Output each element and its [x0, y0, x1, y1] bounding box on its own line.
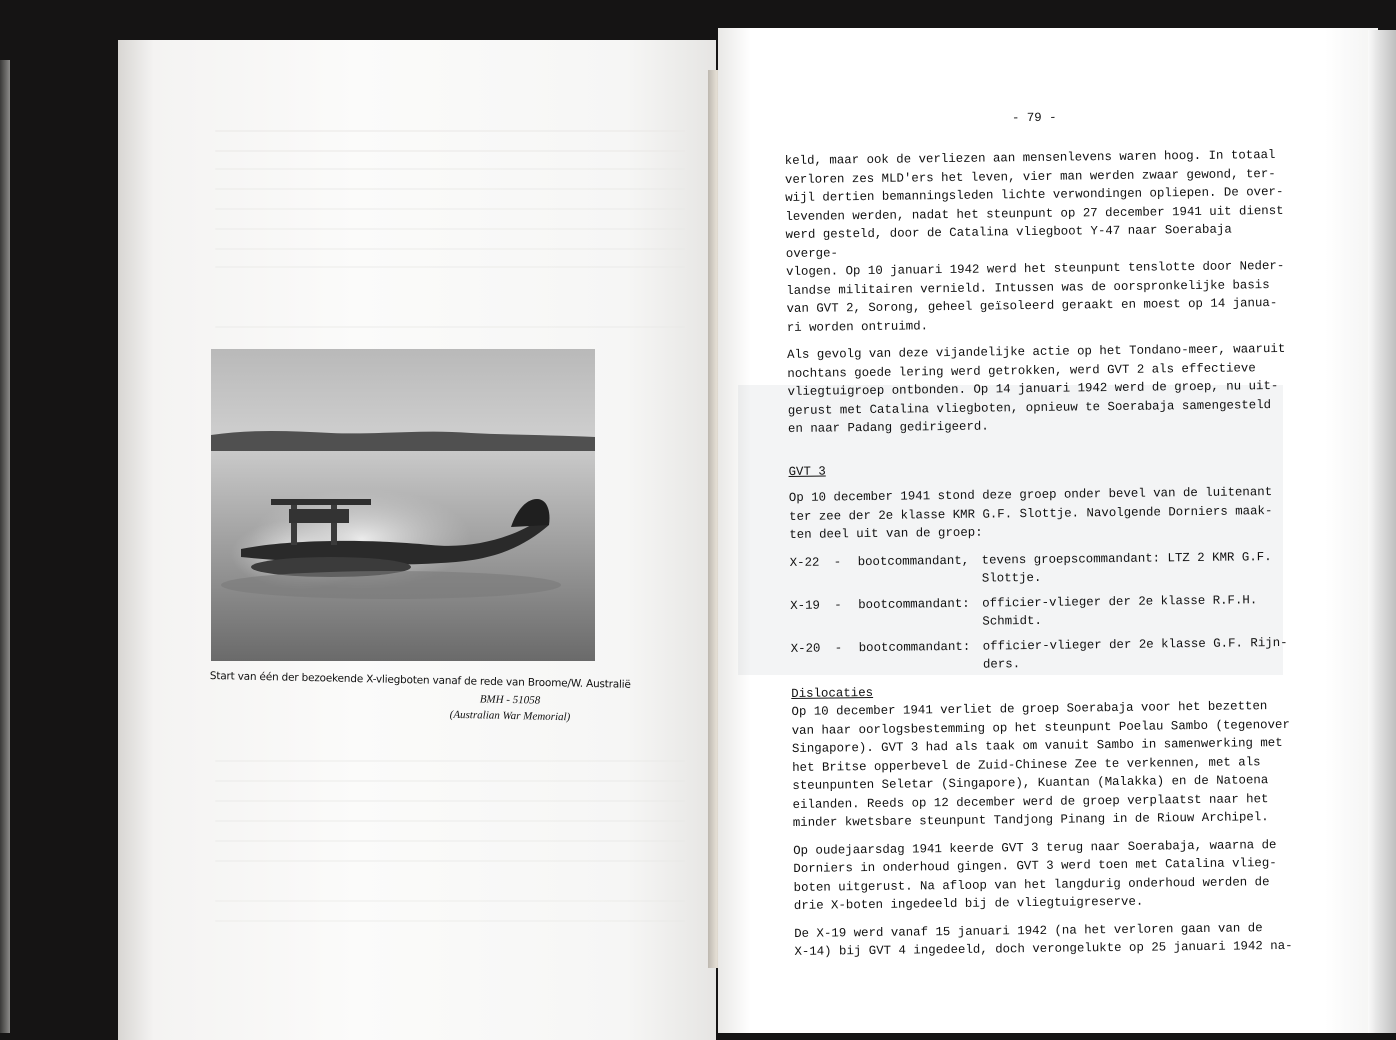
text-line: ter zee der 2e klasse KMR G.F. Slottje. Navolgende Dorniers maak- [789, 503, 1273, 524]
photo-reference: BMH - 51058 [479, 693, 541, 707]
crew-name: officier-vlieger der 2e klasse G.F. Rijn- [982, 635, 1288, 654]
text-line: levenden werden, nadat het steunpunt op 27 december 1941 uit dienst [785, 203, 1284, 224]
text-line: Op 10 december 1941 verliet de groep Soerabaja voor het bezetten [791, 699, 1268, 719]
text-line: en naar Padang gedirigeerd. [787, 419, 989, 436]
photo-caption: Start van één der bezoekende X-vliegboten vanaf de rede van Broome/W. Australië [209, 670, 631, 691]
section-heading: GVT 3 [788, 464, 826, 479]
text-line: Singapore). GVT 3 had als taak om vanuit Sambo in samenwerking met [791, 735, 1283, 756]
text-line: Op 10 december 1941 stond deze groep onder bevel van de luitenant [788, 485, 1273, 505]
text-line: ri worden ontruimd. [786, 318, 929, 335]
text-line: nochtans goede lering werd getrokken, werd GVT 2 als effectieve [787, 360, 1256, 381]
text-line: van haar oorlogsbestemming op het steunpunt Poelau Sambo (tegenover [791, 717, 1290, 738]
paragraph [787, 340, 1288, 439]
aircraft-code: X-22 [789, 555, 820, 570]
text-line: De X-19 werd vanaf 15 januari 1942 (na het verloren gaan van de [794, 920, 1263, 941]
crew-name-cont: Schmidt. [982, 613, 1042, 629]
text-line: van GVT 2, Sorong, geheel geïsoleerd geraakt en moest op 14 janua- [786, 295, 1278, 316]
paragraph [793, 835, 1294, 915]
text-line: eilanden. Reeds op 12 december werd de groep verplaatst naar het [792, 791, 1269, 812]
text-line: wijl dertien bemanningsleden lichte verwondingen opliepen. De over- [785, 184, 1284, 205]
page-number: - 79 - [1011, 110, 1057, 126]
crew-name: tevens groepscommandant: LTZ 2 KMR G.F. [981, 549, 1272, 568]
aircraft-code: X-19 [790, 598, 821, 613]
crew-name-cont: Slottje. [981, 570, 1042, 586]
crew-entry [791, 633, 1291, 676]
text-line: Op oudejaarsdag 1941 keerde GVT 3 terug naar Soerabaja, waarna de [793, 837, 1277, 858]
text-line: Als gevolg van deze vijandelijke actie op het Tondano-meer, waaruit [787, 341, 1286, 362]
crew-role: bootcommandant: [858, 596, 970, 612]
crew-role: bootcommandant: [858, 639, 971, 655]
paragraph [785, 146, 1287, 337]
text-line: het Britse opperbevel de Zuid-Chinese Zee te verkennen, met als [792, 754, 1261, 775]
text-line: minder kwetsbare steunpunt Tandjong Pinang in de Riouw Archipel. [792, 810, 1269, 830]
book-edge-right [1368, 30, 1396, 1033]
text-line: gerust met Catalina vliegboten, opnieuw te Soerabaja samengesteld [787, 397, 1272, 418]
text-line: verloren zes MLD'ers het leven, vier man werden zwaar gewond, ter- [784, 166, 1276, 187]
seaplane-takeoff-image [211, 349, 595, 661]
dash: - [834, 640, 843, 655]
crew-name: officier-vlieger der 2e klasse R.F.H. [982, 592, 1258, 611]
text-line: landse militairen vernield. Intussen was de oorspronkelijke basis [786, 277, 1270, 298]
text-line: steunpunten Seletar (Singapore), Kuantan (Malakka) en de Natoena [792, 773, 1269, 793]
paragraph [791, 697, 1293, 833]
aircraft-code: X-20 [790, 641, 821, 656]
subheading: Dislocaties [791, 685, 874, 701]
dash: - [833, 554, 842, 569]
text-line: vlogen. Op 10 januari 1942 werd het steunpunt tenslotte door Neder- [786, 258, 1285, 279]
right-page-text [784, 94, 1295, 971]
paragraph [794, 918, 1294, 961]
text-line: vliegtuigroep ontbonden. Op 14 januari 1942 werd de groep, nu uit- [787, 378, 1279, 399]
text-line: Dorniers in onderhoud gingen. GVT 3 werd toen met Catalina vlieg- [793, 856, 1277, 876]
section-intro [789, 483, 1290, 545]
crew-entry [790, 590, 1290, 633]
dash: - [834, 597, 842, 612]
text-line: werd gesteld, door de Catalina vliegboot Y-47 naar Soerabaja overge- [785, 222, 1232, 261]
crew-role: bootcommandant, [857, 553, 970, 569]
text-line: keld, maar ook de verliezen aan mensenlevens waren hoog. In totaal [784, 148, 1276, 168]
text-line: X-14) bij GVT 4 ingedeeld, doch verongelukte op 25 januari 1942 na- [794, 938, 1293, 959]
seaplane-photo [211, 349, 595, 661]
text-line: boten uitgerust. Na afloop van het langdurig onderhoud werden de [793, 874, 1270, 895]
book-edge-left [0, 60, 10, 1033]
photo-source: (Australian War Memorial) [449, 708, 571, 724]
text-line: ten deel uit van de groep: [789, 525, 983, 542]
crew-name-cont: ders. [982, 657, 1021, 672]
crew-entry [790, 547, 1290, 590]
text-line: drie X-boten ingedeeld bij de vliegtuigreserve. [793, 894, 1144, 913]
